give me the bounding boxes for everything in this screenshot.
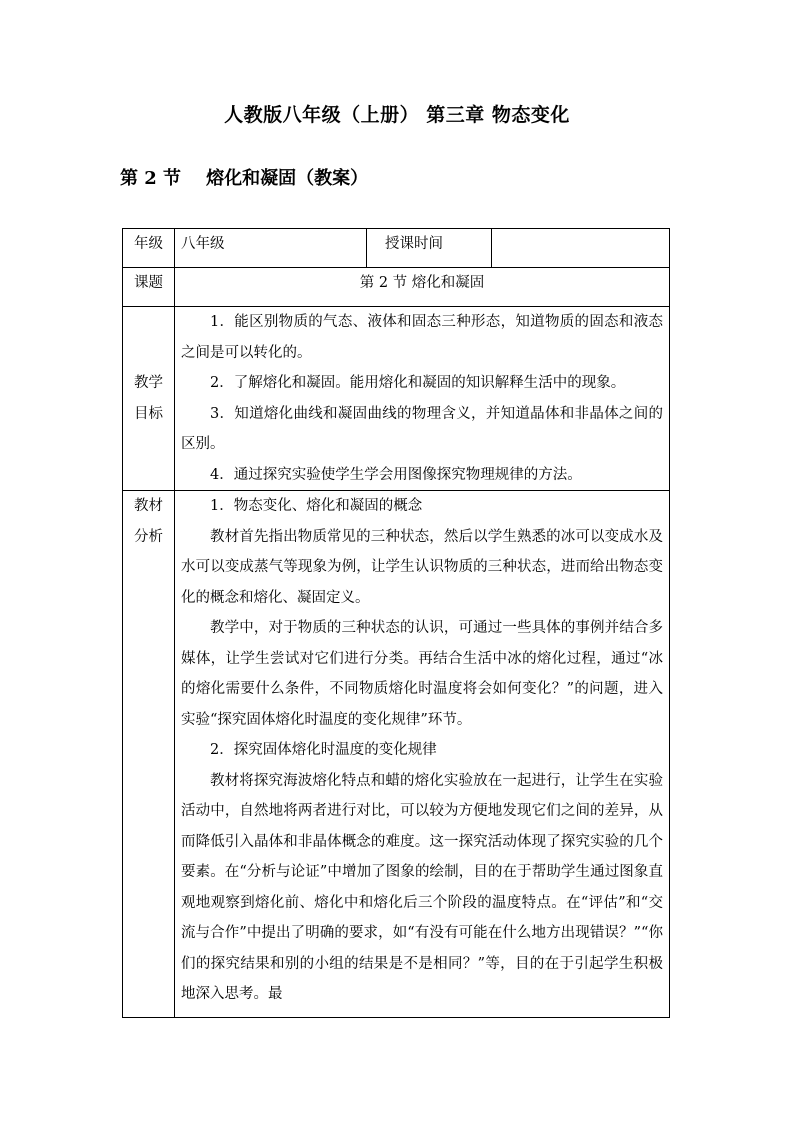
goal-item: 1．能区别物质的气态、液体和固态三种形态，知道物质的固态和液态之间是可以转化的。 xyxy=(181,314,663,361)
analysis-paragraph: 教学中，对于物质的三种状态的认识，可通过一些具体的事例并结合多媒体，让学生尝试对它们进行分类。再结合生活中冰的熔化过程，通过“冰的熔化需要什么条件，不同物质熔化时温度将会如何变化？”的问题，进入实验“探究固体熔化时温度的变化规律”环节。 xyxy=(181,620,663,728)
lesson-plan-table xyxy=(122,228,670,1018)
grade-row xyxy=(123,229,670,268)
goal-item: 4．通过探究实验使学生学会用图像探究物理规律的方法。 xyxy=(210,466,582,483)
topic-label: 课题 xyxy=(123,268,175,307)
analysis-row xyxy=(123,491,670,1018)
goals-label-line-1: 教学 xyxy=(134,375,163,391)
analysis-paragraph: 教材将探究海波熔化特点和蜡的熔化实验放在一起进行，让学生在实验活动中，自然地将两者进行对比，可以较为方便地发现它们之间的差异，从而降低引入晶体和非晶体概念的难度。这一探究活动体现了探究实验的几个要素。在“分析与论证”中增加了图象的绘制，目的在于帮助学生通过图象直观地观察到熔化前、熔化中和熔化后三个阶段的温度特点。在“评估”和“交流与合作”中提出了明确的要求，如“有没有可能在什么地方出现错误？”“你们的探究结果和别的小组的结果是不是相同？”等，目的在于引起学生积极地深入思考。最 xyxy=(181,772,663,1002)
document-title: 人教版八年级（上册） 第三章 物态变化 xyxy=(224,104,570,126)
analysis-label-line-2: 分析 xyxy=(134,528,163,545)
analysis-heading: 1．物态变化、熔化和凝固的概念 xyxy=(210,498,423,514)
analysis-paragraph: 教材首先指出物质常见的三种状态，然后以学生熟悉的冰可以变成水及水可以变成蒸气等现象为例，让学生认识物质的三种状态，进而给出物态变化的概念和熔化、凝固定义。 xyxy=(181,528,663,606)
goals-content xyxy=(175,307,670,491)
analysis-label xyxy=(123,491,175,1018)
goals-row xyxy=(123,307,670,491)
topic-row xyxy=(123,268,670,307)
goal-item: 3．知道熔化曲线和凝固曲线的物理含义，并知道晶体和非晶体之间的区别。 xyxy=(181,405,663,452)
analysis-content xyxy=(175,491,670,1018)
grade-value: 八年级 xyxy=(175,229,367,268)
analysis-heading: 2．探究固体熔化时温度的变化规律 xyxy=(210,742,437,758)
time-value xyxy=(492,229,670,268)
analysis-label-line-1: 教材 xyxy=(134,498,163,514)
time-label: 授课时间 xyxy=(367,229,492,268)
goal-item: 2．了解熔化和凝固。能用熔化和凝固的知识解释生活中的现象。 xyxy=(210,375,626,391)
goals-label xyxy=(123,307,175,491)
topic-value: 第 2 节 熔化和凝固 xyxy=(175,268,670,307)
grade-label: 年级 xyxy=(123,229,175,268)
goals-label-line-2: 目标 xyxy=(134,405,163,422)
section-title: 第 2 节 熔化和凝固（教案） xyxy=(120,168,369,189)
